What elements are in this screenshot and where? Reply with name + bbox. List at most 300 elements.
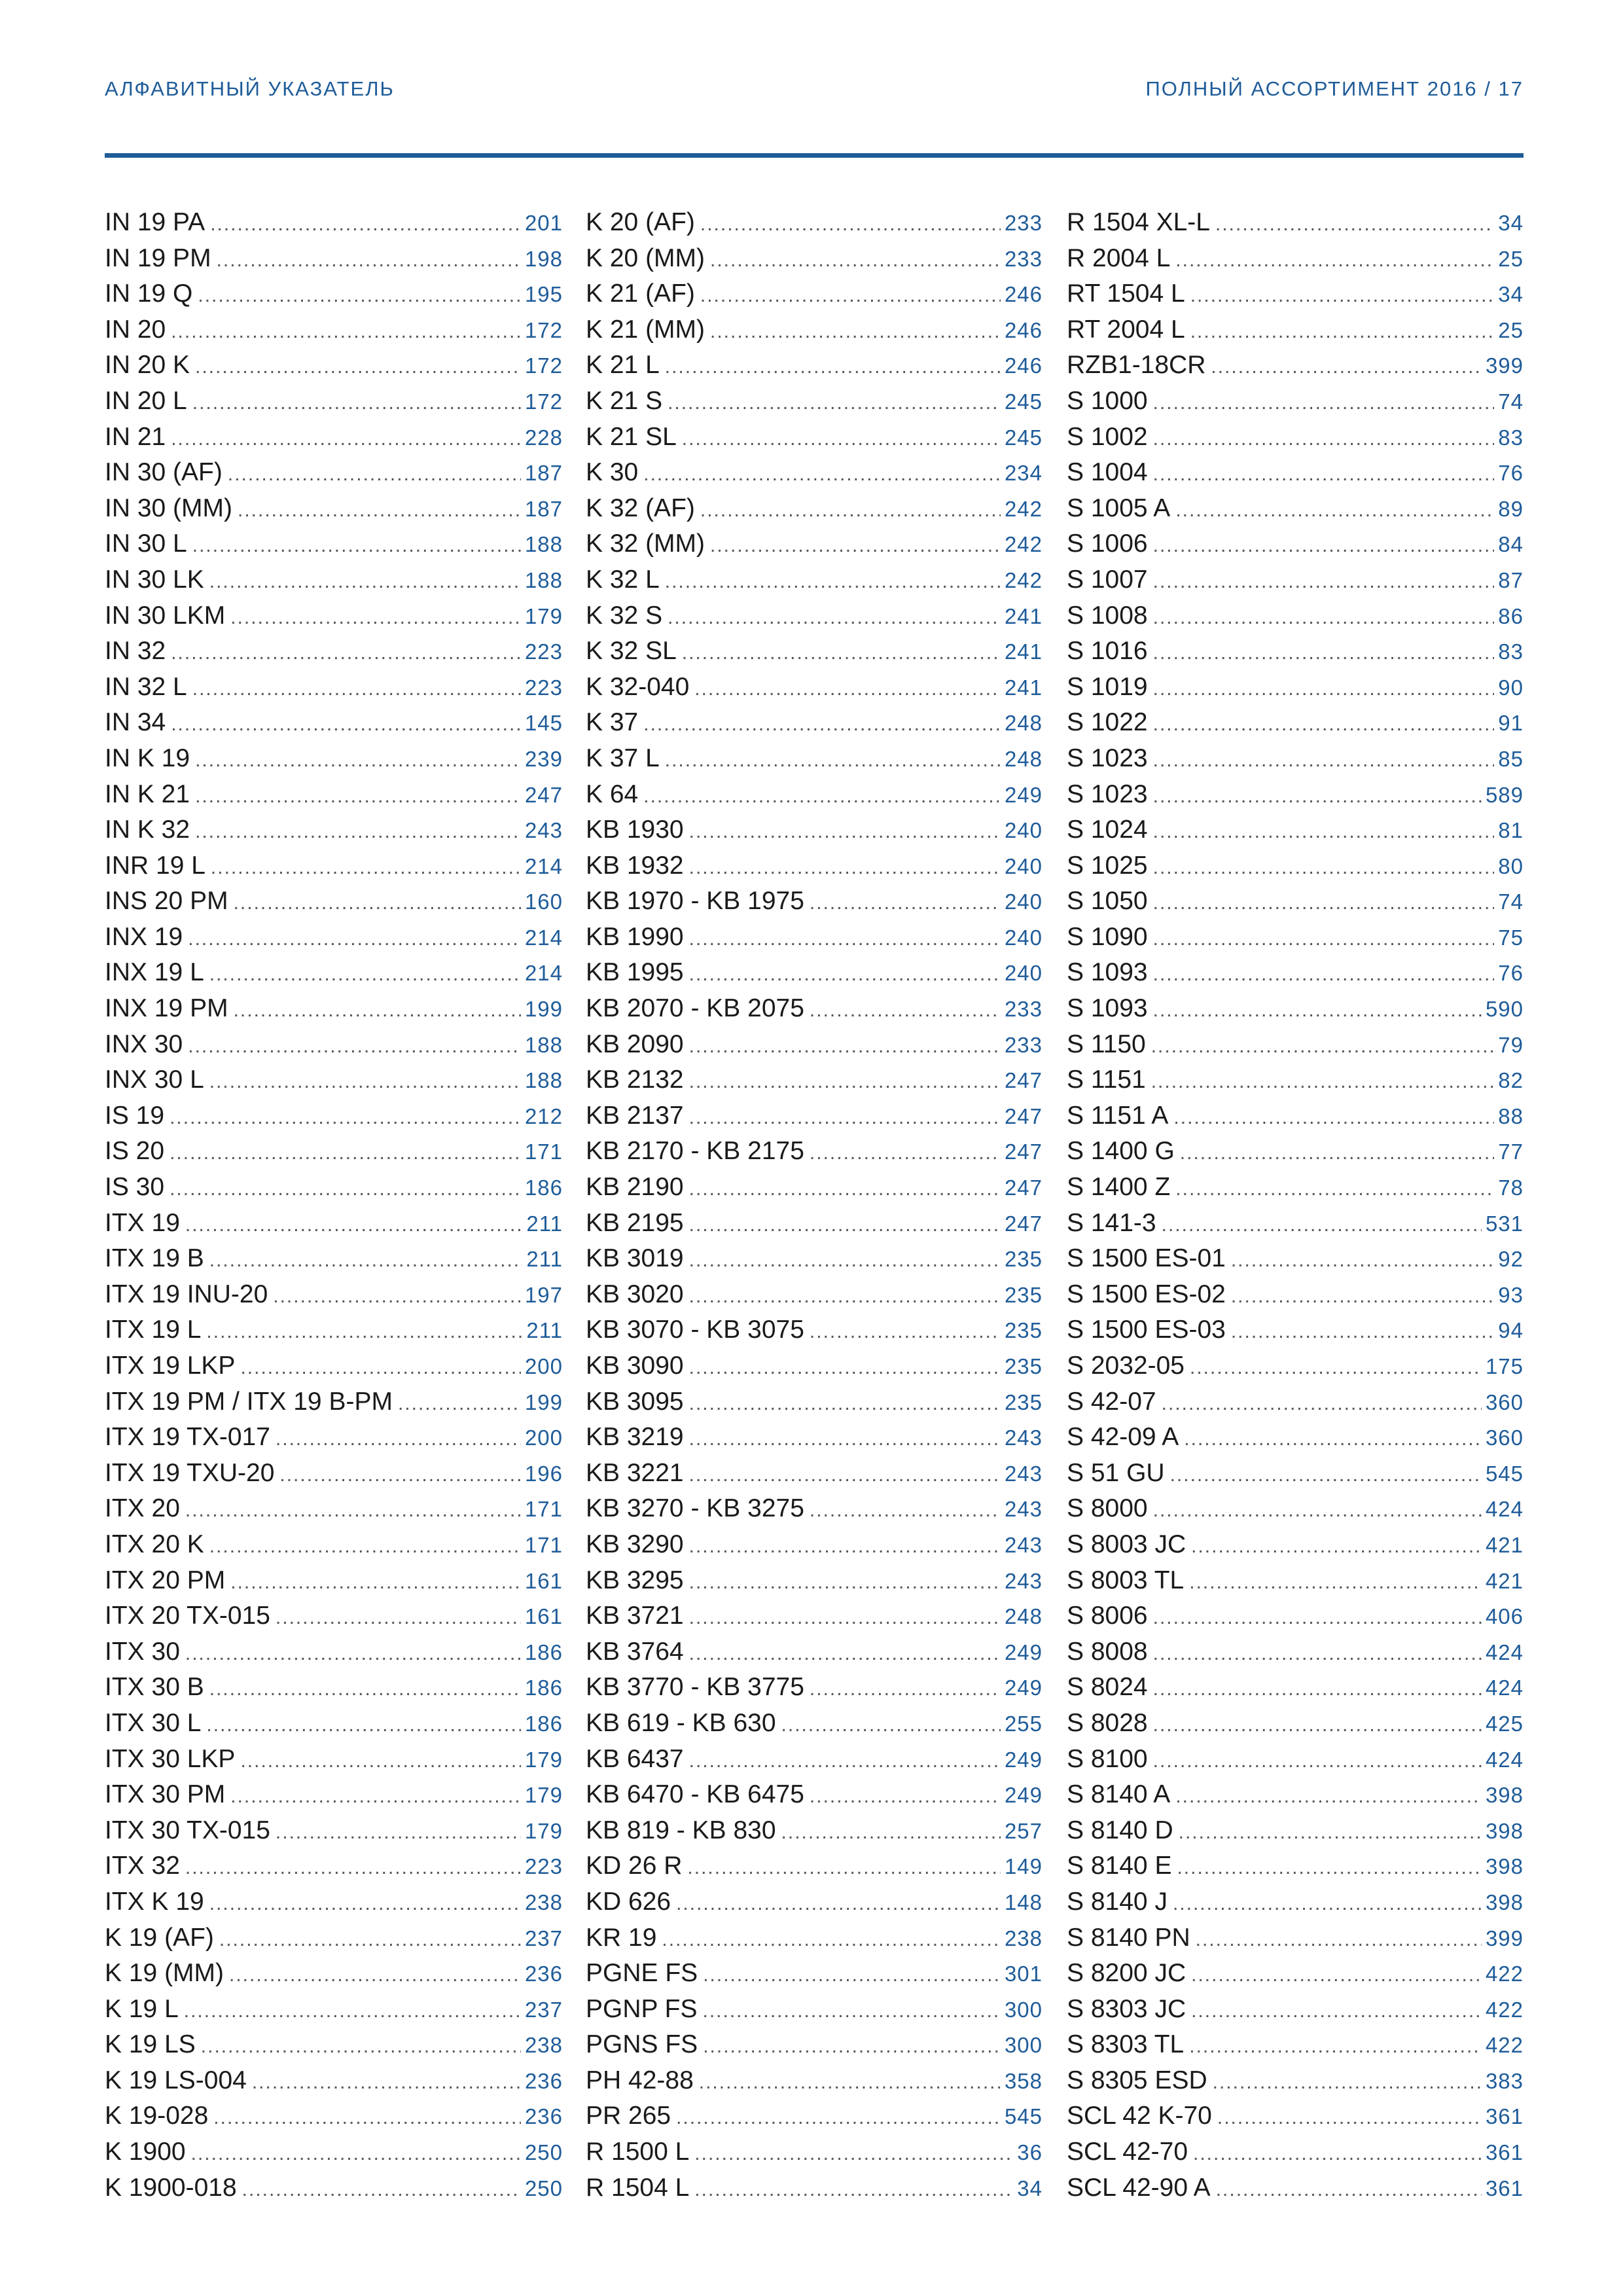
entry-name: KB 6470 - KB 6475 <box>586 1780 804 1809</box>
page-number: 214 <box>524 925 563 950</box>
index-entry <box>105 1920 563 1956</box>
page-number: 74 <box>1498 889 1524 914</box>
index-entry <box>1067 955 1524 991</box>
dot-leader <box>1153 1493 1482 1529</box>
entry-name: RZB1-18CR <box>1067 351 1206 380</box>
entry-name: K 37 L <box>586 744 660 772</box>
index-entry <box>105 2170 563 2206</box>
index-entry <box>1067 562 1524 598</box>
page-number: 243 <box>524 818 563 843</box>
index-entry <box>586 205 1043 241</box>
entry-name: ITX 19 TX-017 <box>105 1423 270 1452</box>
page-number: 383 <box>1485 2068 1524 2093</box>
page-number: 233 <box>1004 997 1043 1022</box>
dot-leader <box>1184 1422 1482 1458</box>
index-entry <box>1067 1206 1524 1242</box>
dot-leader <box>169 1136 521 1172</box>
page-number: 76 <box>1498 961 1524 986</box>
index-entry <box>105 1992 563 2028</box>
entry-name: IN 30 LK <box>105 565 204 594</box>
entry-name: SCL 42-90 A <box>1067 2173 1211 2202</box>
page-number: 77 <box>1498 1139 1524 1164</box>
index-entry <box>1067 1598 1524 1634</box>
entry-name: ITX 30 PM <box>105 1780 226 1809</box>
entry-name: S 1006 <box>1067 529 1148 558</box>
entry-name: K 21 (AF) <box>586 279 695 308</box>
index-entry <box>105 1777 563 1813</box>
dot-leader <box>195 779 521 815</box>
dot-leader <box>643 457 1001 493</box>
entry-name: S 8140 E <box>1067 1852 1172 1880</box>
entry-name: S 1023 <box>1067 780 1148 808</box>
dot-leader <box>201 2029 521 2065</box>
index-entry <box>586 1670 1043 1706</box>
page-number: 238 <box>524 1890 563 1914</box>
index-entry <box>105 777 563 813</box>
index-entry <box>1067 1670 1524 1706</box>
entry-name: S 8003 JC <box>1067 1530 1186 1558</box>
index-entry <box>1067 920 1524 956</box>
entry-name: S 8303 JC <box>1067 1994 1186 2023</box>
entry-name: IN K 19 <box>105 744 190 772</box>
entry-name: IN 30 (AF) <box>105 458 223 487</box>
entry-name: S 1500 ES-03 <box>1067 1316 1226 1344</box>
dot-leader <box>700 493 1001 529</box>
index-entry <box>1067 348 1524 384</box>
index-entry <box>586 920 1043 956</box>
page-number: 245 <box>1004 425 1043 450</box>
dot-leader <box>1191 1529 1482 1565</box>
index-entry <box>586 741 1043 777</box>
entry-name: K 32-040 <box>586 672 690 701</box>
entry-name: KB 3219 <box>586 1423 684 1452</box>
page-number: 233 <box>1004 246 1043 271</box>
index-entry <box>105 1062 563 1098</box>
index-entry <box>105 884 563 920</box>
entry-name: S 1093 <box>1067 958 1148 987</box>
index-entry <box>105 741 563 777</box>
index-entry <box>586 241 1043 277</box>
entry-name: K 37 <box>586 708 639 737</box>
entry-name: KB 2070 - KB 2075 <box>586 994 804 1023</box>
page-number: 241 <box>1004 639 1043 664</box>
index-entry <box>1067 1634 1524 1670</box>
entry-name: S 1016 <box>1067 637 1148 666</box>
entry-name: K 30 <box>586 458 639 487</box>
index-entry <box>1067 1170 1524 1206</box>
entry-name: KB 819 - KB 830 <box>586 1816 776 1844</box>
entry-name: RT 2004 L <box>1067 315 1185 344</box>
page-number: 235 <box>1004 1354 1043 1378</box>
entry-name: IS 30 <box>105 1173 165 1202</box>
dot-leader <box>1151 1064 1495 1100</box>
index-entry <box>586 991 1043 1027</box>
entry-name: S 1005 A <box>1067 493 1171 522</box>
dot-leader <box>276 1422 521 1458</box>
dot-leader <box>1153 922 1495 958</box>
index-entry <box>586 884 1043 920</box>
page-number: 248 <box>1004 711 1043 736</box>
page-number: 34 <box>1017 2176 1043 2200</box>
index-entry <box>1067 1277 1524 1313</box>
dot-leader <box>195 743 521 779</box>
entry-name: KB 3020 <box>586 1280 684 1308</box>
index-entry <box>1067 420 1524 456</box>
dot-leader <box>710 314 1001 350</box>
page-number: 247 <box>1004 1211 1043 1236</box>
page-number: 248 <box>1004 1604 1043 1629</box>
index-entry <box>1067 1813 1524 1849</box>
dot-leader <box>1193 2136 1482 2172</box>
dot-leader <box>252 2065 521 2101</box>
dot-leader <box>185 1208 522 1244</box>
index-entry <box>105 812 563 848</box>
entry-name: K 32 SL <box>586 637 677 666</box>
entry-name: K 21 L <box>586 351 660 380</box>
index-entry <box>105 455 563 491</box>
index-entry <box>586 812 1043 848</box>
page-number: 545 <box>1004 2104 1043 2129</box>
index-entry <box>1067 1884 1524 1920</box>
dot-leader <box>206 1708 521 1744</box>
dot-leader <box>1153 1636 1482 1672</box>
index-entry <box>105 1456 563 1492</box>
page-number: 172 <box>524 317 563 342</box>
entry-name: S 8006 <box>1067 1602 1148 1630</box>
index-entry <box>105 955 563 991</box>
dot-leader <box>689 1064 1001 1100</box>
page-number: 361 <box>1485 2176 1524 2200</box>
dot-leader <box>1153 993 1482 1029</box>
index-entry <box>1067 1027 1524 1063</box>
entry-name: KD 26 R <box>586 1852 683 1880</box>
dot-leader <box>230 1565 521 1601</box>
entry-name: ITX 20 TX-015 <box>105 1602 270 1630</box>
index-entry <box>586 1384 1043 1420</box>
page-number: 92 <box>1498 1247 1524 1272</box>
dot-leader <box>703 1994 1001 2030</box>
dot-leader <box>209 1672 521 1708</box>
index-entry <box>586 1027 1043 1063</box>
entry-name: ITX 19 <box>105 1208 180 1237</box>
index-entry <box>586 1420 1043 1456</box>
page-number: 79 <box>1498 1032 1524 1057</box>
page-number: 75 <box>1498 925 1524 950</box>
dot-leader <box>689 957 1001 993</box>
page-number: 243 <box>1004 1426 1043 1450</box>
page-number: 82 <box>1498 1068 1524 1093</box>
page-number: 223 <box>524 675 563 700</box>
page-number: 361 <box>1485 2104 1524 2129</box>
page-number: 241 <box>1004 675 1043 700</box>
index-entry <box>105 1420 563 1456</box>
entry-name: S 1024 <box>1067 816 1148 844</box>
entry-name: S 8000 <box>1067 1494 1148 1523</box>
entry-name: PH 42-88 <box>586 2066 694 2094</box>
page-number: 233 <box>1004 1032 1043 1057</box>
dot-leader <box>171 707 521 743</box>
dot-leader <box>1153 707 1495 743</box>
dot-leader <box>810 1779 1001 1815</box>
index-entry <box>105 241 563 277</box>
entry-name: S 1004 <box>1067 458 1148 487</box>
page-number: 25 <box>1498 246 1524 271</box>
page-number: 188 <box>524 1068 563 1093</box>
page-number: 186 <box>524 1711 563 1736</box>
index-entry <box>1067 1920 1524 1956</box>
entry-name: IN 34 <box>105 708 166 737</box>
index-entry <box>105 2027 563 2063</box>
dot-leader <box>398 1386 521 1422</box>
entry-name: S 8200 JC <box>1067 1959 1186 1988</box>
index-entry <box>105 2098 563 2134</box>
entry-name: S 42-07 <box>1067 1387 1156 1416</box>
dot-leader <box>191 2136 521 2172</box>
index-entry <box>105 1098 563 1134</box>
index-entry <box>1067 1992 1524 2028</box>
entry-name: K 20 (MM) <box>586 243 705 272</box>
index-entry <box>586 348 1043 384</box>
page-number: 531 <box>1485 1211 1524 1236</box>
entry-name: S 8003 TL <box>1067 1566 1185 1594</box>
index-entry <box>1067 312 1524 348</box>
page-number: 240 <box>1004 853 1043 878</box>
index-entry <box>1067 1742 1524 1778</box>
dot-leader <box>240 1350 521 1386</box>
entry-name: SCL 42 K-70 <box>1067 2102 1212 2130</box>
dot-leader <box>689 1029 1001 1065</box>
index-entry <box>1067 991 1524 1027</box>
page-number: 358 <box>1004 2068 1043 2093</box>
entry-name: IN 21 <box>105 422 166 451</box>
dot-leader <box>1162 1208 1482 1244</box>
index-entry <box>586 526 1043 562</box>
page-number: 398 <box>1485 1890 1524 1914</box>
index-entry <box>586 2063 1043 2099</box>
index-entry <box>586 1277 1043 1313</box>
entry-name: K 20 (AF) <box>586 208 695 236</box>
index-entry <box>586 384 1043 420</box>
page-number: 255 <box>1004 1711 1043 1736</box>
index-entry <box>1067 2134 1524 2170</box>
entry-name: INX 19 <box>105 922 183 951</box>
index-entry <box>1067 1384 1524 1420</box>
entry-name: S 1002 <box>1067 422 1148 451</box>
page-number: 236 <box>524 2104 563 2129</box>
entry-name: IN 30 LKM <box>105 601 226 630</box>
entry-name: KB 3095 <box>586 1387 684 1416</box>
page-number: 243 <box>1004 1497 1043 1522</box>
entry-name: ITX 20 <box>105 1494 180 1523</box>
page-number: 545 <box>1485 1461 1524 1486</box>
dot-leader <box>689 922 1001 958</box>
dot-leader <box>188 922 521 958</box>
index-entry <box>586 670 1043 706</box>
index-column-1 <box>105 205 563 2206</box>
index-entry <box>586 705 1043 741</box>
page-number: 195 <box>524 282 563 307</box>
page-number: 242 <box>1004 496 1043 521</box>
entry-name: K 19 (MM) <box>105 1959 224 1988</box>
index-entry <box>586 955 1043 991</box>
dot-leader <box>710 243 1001 279</box>
index-entry <box>586 1062 1043 1098</box>
entry-name: KB 3295 <box>586 1566 684 1594</box>
index-entry <box>1067 634 1524 670</box>
dot-leader <box>689 850 1001 886</box>
dot-leader <box>689 1529 1001 1565</box>
page-number: 241 <box>1004 603 1043 628</box>
dot-leader <box>689 1350 1001 1386</box>
dot-leader <box>689 1600 1001 1636</box>
page-number: 250 <box>524 2140 563 2165</box>
entry-name: S 1500 ES-01 <box>1067 1244 1226 1273</box>
dot-leader <box>213 2100 521 2136</box>
entry-name: S 1500 ES-02 <box>1067 1280 1226 1308</box>
entry-name: IN 20 <box>105 315 166 344</box>
dot-leader <box>1153 600 1495 636</box>
page-number: 240 <box>1004 925 1043 950</box>
dot-leader <box>209 1243 523 1279</box>
page-number: 300 <box>1004 2033 1043 2058</box>
dot-leader <box>209 1529 521 1565</box>
page-number: 243 <box>1004 1532 1043 1557</box>
page-number: 25 <box>1498 317 1524 342</box>
index-entry <box>586 634 1043 670</box>
entry-name: K 21 SL <box>586 422 677 451</box>
dot-leader <box>195 350 521 386</box>
page-number: 188 <box>524 532 563 557</box>
page-number: 199 <box>524 1390 563 1414</box>
entry-name: K 32 S <box>586 601 663 630</box>
dot-leader <box>185 1636 521 1672</box>
entry-name: IN 30 (MM) <box>105 493 232 522</box>
entry-name: IS 20 <box>105 1137 165 1166</box>
dot-leader <box>1162 1386 1482 1422</box>
index-entry <box>105 1956 563 1992</box>
dot-leader <box>242 2172 521 2208</box>
dot-leader <box>209 957 521 993</box>
index-entry <box>1067 1527 1524 1563</box>
dot-leader <box>169 1100 521 1136</box>
page-number: 76 <box>1498 461 1524 486</box>
page-header <box>105 77 1524 110</box>
index-entry <box>1067 1563 1524 1599</box>
entry-name: S 1022 <box>1067 708 1148 737</box>
entry-name: R 1504 XL-L <box>1067 208 1210 236</box>
page-number: 421 <box>1485 1532 1524 1557</box>
dot-leader <box>1191 1994 1482 2030</box>
dot-leader <box>230 1779 521 1815</box>
dot-leader <box>810 993 1001 1029</box>
entry-name: IN 30 L <box>105 529 187 558</box>
dot-leader <box>276 1600 521 1636</box>
index-entry <box>105 1206 563 1242</box>
index-entry <box>105 598 563 634</box>
dot-leader <box>211 850 521 886</box>
page-number: 36 <box>1017 2140 1043 2165</box>
dot-leader <box>1153 672 1495 708</box>
dot-leader <box>1216 2172 1482 2208</box>
entry-name: KB 1970 - KB 1975 <box>586 887 804 916</box>
entry-name: KD 626 <box>586 1887 671 1916</box>
dot-leader <box>1153 457 1495 493</box>
dot-leader <box>676 2100 1001 2136</box>
page-number: 236 <box>524 2068 563 2093</box>
index-entry <box>586 1706 1043 1742</box>
dot-leader <box>1153 636 1495 672</box>
page-number: 172 <box>524 353 563 378</box>
entry-name: K 19 LS-004 <box>105 2066 247 2094</box>
index-entry <box>1067 2170 1524 2206</box>
entry-name: IN K 32 <box>105 816 190 844</box>
page-number: 74 <box>1498 389 1524 414</box>
index-entry <box>1067 1491 1524 1527</box>
page-number: 161 <box>524 1604 563 1629</box>
entry-name: S 8028 <box>1067 1708 1148 1737</box>
page-number: 145 <box>524 711 563 736</box>
page-number: 196 <box>524 1461 563 1486</box>
index-entry <box>105 1706 563 1742</box>
page-number: 238 <box>524 2033 563 2058</box>
dot-leader <box>689 1744 1001 1780</box>
page-number: 237 <box>524 1997 563 2022</box>
entry-name: S 1019 <box>1067 672 1148 701</box>
page-number: 88 <box>1498 1103 1524 1128</box>
dot-leader <box>1153 743 1495 779</box>
index-entry <box>1067 1348 1524 1384</box>
page-number: 249 <box>1004 782 1043 807</box>
entry-name: S 1023 <box>1067 744 1148 772</box>
index-entry <box>105 348 563 384</box>
dot-leader <box>273 1279 521 1315</box>
page-number: 186 <box>524 1175 563 1200</box>
entry-name: S 42-09 A <box>1067 1423 1179 1452</box>
index-entry <box>1067 1777 1524 1813</box>
index-entry <box>105 420 563 456</box>
page-number: 240 <box>1004 961 1043 986</box>
page-number: 148 <box>1004 1890 1043 1914</box>
entry-name: S 1050 <box>1067 887 1148 916</box>
index-entry <box>586 1491 1043 1527</box>
page-number: 425 <box>1485 1711 1524 1736</box>
entry-name: S 8305 ESD <box>1067 2066 1207 2094</box>
index-entry <box>105 312 563 348</box>
dot-leader <box>694 672 1001 708</box>
page-number: 235 <box>1004 1390 1043 1414</box>
index-entry <box>586 562 1043 598</box>
page-number: 235 <box>1004 1247 1043 1272</box>
dot-leader <box>234 886 521 922</box>
page-number: 247 <box>1004 1175 1043 1200</box>
dot-leader <box>171 314 521 350</box>
index-entry <box>586 2098 1043 2134</box>
dot-leader <box>1175 243 1494 279</box>
page-number: 78 <box>1498 1175 1524 1200</box>
index-entry <box>1067 1848 1524 1884</box>
page-number: 200 <box>524 1354 563 1378</box>
page-number: 160 <box>524 889 563 914</box>
entry-name: KR 19 <box>586 1923 657 1952</box>
index-entry <box>1067 1241 1524 1277</box>
entry-name: IN 19 PM <box>105 243 211 272</box>
entry-name: ITX 19 L <box>105 1316 202 1344</box>
dot-leader <box>1217 2100 1482 2136</box>
entry-name: IN 19 Q <box>105 279 193 308</box>
entry-name: ITX 19 PM / ITX 19 B-PM <box>105 1387 393 1416</box>
entry-name: KB 1995 <box>586 958 684 987</box>
index-column-3 <box>1067 205 1524 2206</box>
